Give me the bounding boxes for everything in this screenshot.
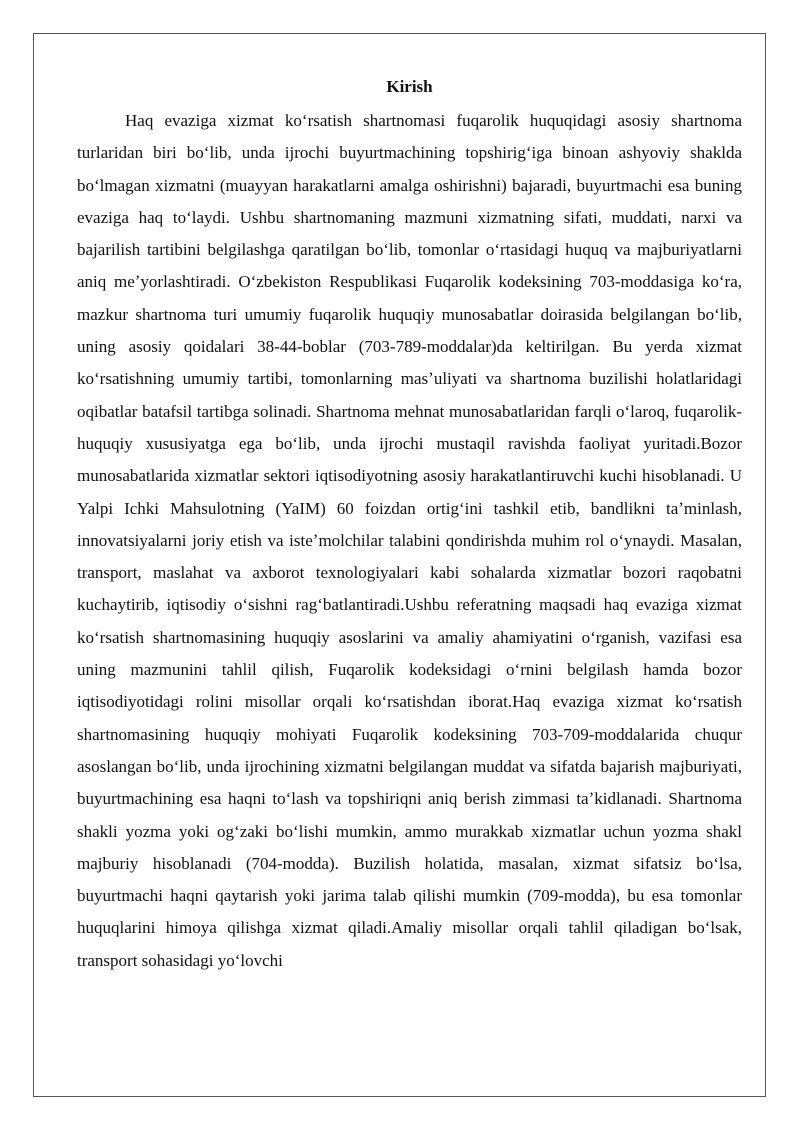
- document-title: Kirish: [386, 77, 433, 96]
- document-content: [77, 76, 742, 977]
- body-paragraph: Haq evaziga xizmat koʻrsatish shartnomasi fuqarolik huquqidagi asosiy shartnoma turlaridan biri boʻlib, unda ijrochi buyurtmachining topshirigʻiga binoan ashyoviy shaklda boʻlmagan xizmatni (muayyan harakatlarni amalga oshirishni) bajaradi, buyurtmachi esa buning evaziga haq toʻlaydi. Ushbu shartnomaning mazmuni xizmatning sifati, muddati, narxi va bajarilish tartibini belgilashga qaratilgan boʻlib, tomonlar oʻrtasidagi huquq va majburiyatlarni aniq meʼyorlashtiradi. Oʻzbekiston Respublikasi Fuqarolik kodeksining 703-moddasiga koʻra, mazkur shartnoma turi umumiy fuqarolik huquqiy munosabatlar doirasida belgilangan boʻlib, uning asosiy qoidalari 38-44-boblar (703-789-moddalar)da keltirilgan. Bu yerda xizmat koʻrsatishning umumiy tartibi, tomonlarning masʼuliyati va shartnoma buzilishi holatlaridagi oqibatlar batafsil tartibga solinadi. Shartnoma mehnat munosabatlaridan farqli oʻlaroq, fuqarolik-huquqiy xususiyatga ega boʻlib, unda ijrochi mustaqil ravishda faoliyat yuritadi.Bozor munosabatlarida xizmatlar sektori iqtisodiyotning asosiy harakatlantiruvchi kuchi hisoblanadi. U Yalpi Ichki Mahsulotning (YaIM) 60 foizdan ortigʻini tashkil etib, bandlikni taʼminlash, innovatsiyalarni joriy etish va isteʼmolchilar talabini qondirishda muhim rol oʻynaydi. Masalan, transport, maslahat va axborot texnologiyalari kabi sohalarda xizmatlar bozori raqobatni kuchaytirib, iqtisodiy oʻsishni ragʻbatlantiradi.Ushbu referatning maqsadi haq evaziga xizmat koʻrsatish shartnomasining huquqiy asoslarini va amaliy ahamiyatini oʻrganish, vazifasi esa uning mazmunini tahlil qilish, Fuqarolik kodeksidagi oʻrnini belgilash hamda bozor iqtisodiyotidagi rolini misollar orqali koʻrsatishdan iborat.Haq evaziga xizmat koʻrsatish shartnomasining huquqiy mohiyati Fuqarolik kodeksining 703-709-moddalarida chuqur asoslangan boʻlib, unda ijrochining xizmatni belgilangan muddat va sifatda bajarish majburiyati, buyurtmachining esa haqni toʻlash va topshiriqni aniq berish zimmasi taʼkidlanadi. Shartnoma shakli yozma yoki ogʻzaki boʻlishi mumkin, ammo murakkab xizmatlar uchun yozma shakl majburiy hisoblanadi (704-modda). Buzilish holatida, masalan, xizmat sifatsiz boʻlsa, buyurtmachi haqni qaytarish yoki jarima talab qilishi mumkin (709-modda), bu esa tomonlar huquqlarini himoya qilishga xizmat qiladi.Amaliy misollar orqali tahlil qiladigan boʻlsak, transport sohasidagi yoʻlovchi: [77, 111, 742, 970]
